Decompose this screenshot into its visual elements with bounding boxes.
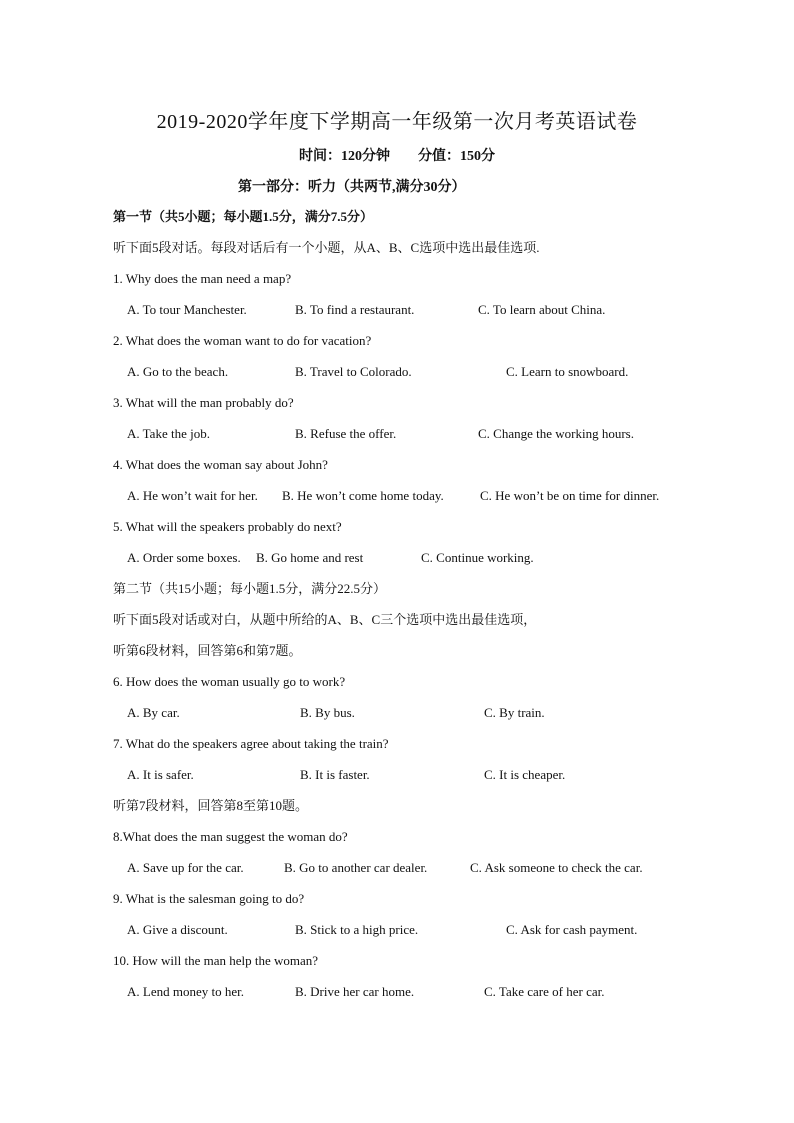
options-10: [113, 976, 753, 1007]
question-6: 6. How does the woman usually go to work?: [113, 674, 346, 689]
option-b: B. By bus.: [300, 705, 355, 720]
question-3: 3. What will the man probably do?: [113, 395, 294, 410]
option-c: C. To learn about China.: [478, 302, 606, 317]
question-4: 4. What does the woman say about John?: [113, 457, 328, 472]
option-a: A. Give a discount.: [127, 922, 228, 937]
options-8: [113, 852, 753, 883]
option-c: C. By train.: [484, 705, 545, 720]
option-a: A. Go to the beach.: [127, 364, 229, 379]
option-c: C. It is cheaper.: [484, 767, 566, 782]
option-a: A. Order some boxes.: [127, 550, 241, 565]
options-7: [113, 759, 753, 790]
option-c: C. Ask someone to check the car.: [470, 860, 643, 875]
option-a: A. By car.: [127, 705, 180, 720]
question-9: 9. What is the salesman going to do?: [113, 891, 305, 906]
question-1: 1. Why does the man need a map?: [113, 271, 292, 286]
option-b: B. Go home and rest: [256, 550, 364, 565]
option-a: A. To tour Manchester.: [127, 302, 247, 317]
option-c: C. Learn to snowboard.: [506, 364, 629, 379]
option-c: C. Continue working.: [421, 550, 534, 565]
options-2: [113, 356, 753, 387]
option-b: B. Drive her car home.: [295, 984, 415, 999]
option-a: A. Save up for the car.: [127, 860, 244, 875]
exam-meta: [0, 145, 794, 165]
option-c: C. Take care of her car.: [484, 984, 605, 999]
question-2: 2. What does the woman want to do for vacation?: [113, 333, 372, 348]
question-5: 5. What will the speakers probably do next?: [113, 519, 342, 534]
option-a: A. He won’t wait for her.: [127, 488, 258, 503]
score-info: 分值：150分: [418, 149, 495, 164]
section2-instruction: 听下面5段对话或对白，从题中所给的A、B、C三个选项中选出最佳选项，: [113, 612, 537, 627]
option-b: B. Refuse the offer.: [295, 426, 397, 441]
options-1: [113, 294, 753, 325]
page-title: 2019-2020学年度下学期高一年级第一次月考英语试卷: [156, 111, 638, 133]
material-7-note: 听第7段材料，回答第8至第10题。: [113, 798, 309, 813]
option-c: C. Change the working hours.: [478, 426, 634, 441]
option-a: A. Lend money to her.: [127, 984, 244, 999]
question-8: 8.What does the man suggest the woman do?: [113, 829, 348, 844]
option-b: B. Go to another car dealer.: [284, 860, 428, 875]
options-6: [113, 697, 753, 728]
options-5: [113, 542, 753, 573]
question-10: 10. How will the man help the woman?: [113, 953, 319, 968]
section2-heading: 第二节（共15小题；每小题1.5分，满分22.5分）: [113, 581, 387, 596]
options-4: [113, 480, 753, 511]
material-6-note: 听第6段材料，回答第6和第7题。: [113, 643, 302, 658]
option-b: B. It is faster.: [300, 767, 370, 782]
time-info: 时间：120分钟: [299, 149, 390, 164]
option-b: B. Travel to Colorado.: [295, 364, 412, 379]
options-3: [113, 418, 753, 449]
exam-content: [113, 201, 753, 1007]
option-a: A. It is safer.: [127, 767, 194, 782]
section1-heading: 第一节（共5小题；每小题1.5分，满分7.5分）: [113, 209, 374, 224]
question-7: 7. What do the speakers agree about taking the train?: [113, 736, 389, 751]
option-c: C. Ask for cash payment.: [506, 922, 638, 937]
option-b: B. He won’t come home today.: [282, 488, 444, 503]
option-a: A. Take the job.: [127, 426, 210, 441]
option-c: C. He won’t be on time for dinner.: [480, 488, 660, 503]
part-heading: 第一部分：听力（共两节,满分30分）: [238, 180, 466, 195]
options-9: [113, 914, 753, 945]
option-b: B. To find a restaurant.: [295, 302, 415, 317]
option-b: B. Stick to a high price.: [295, 922, 419, 937]
section1-instruction: 听下面5段对话。每段对话后有一个小题，从A、B、C选项中选出最佳选项.: [113, 240, 540, 255]
